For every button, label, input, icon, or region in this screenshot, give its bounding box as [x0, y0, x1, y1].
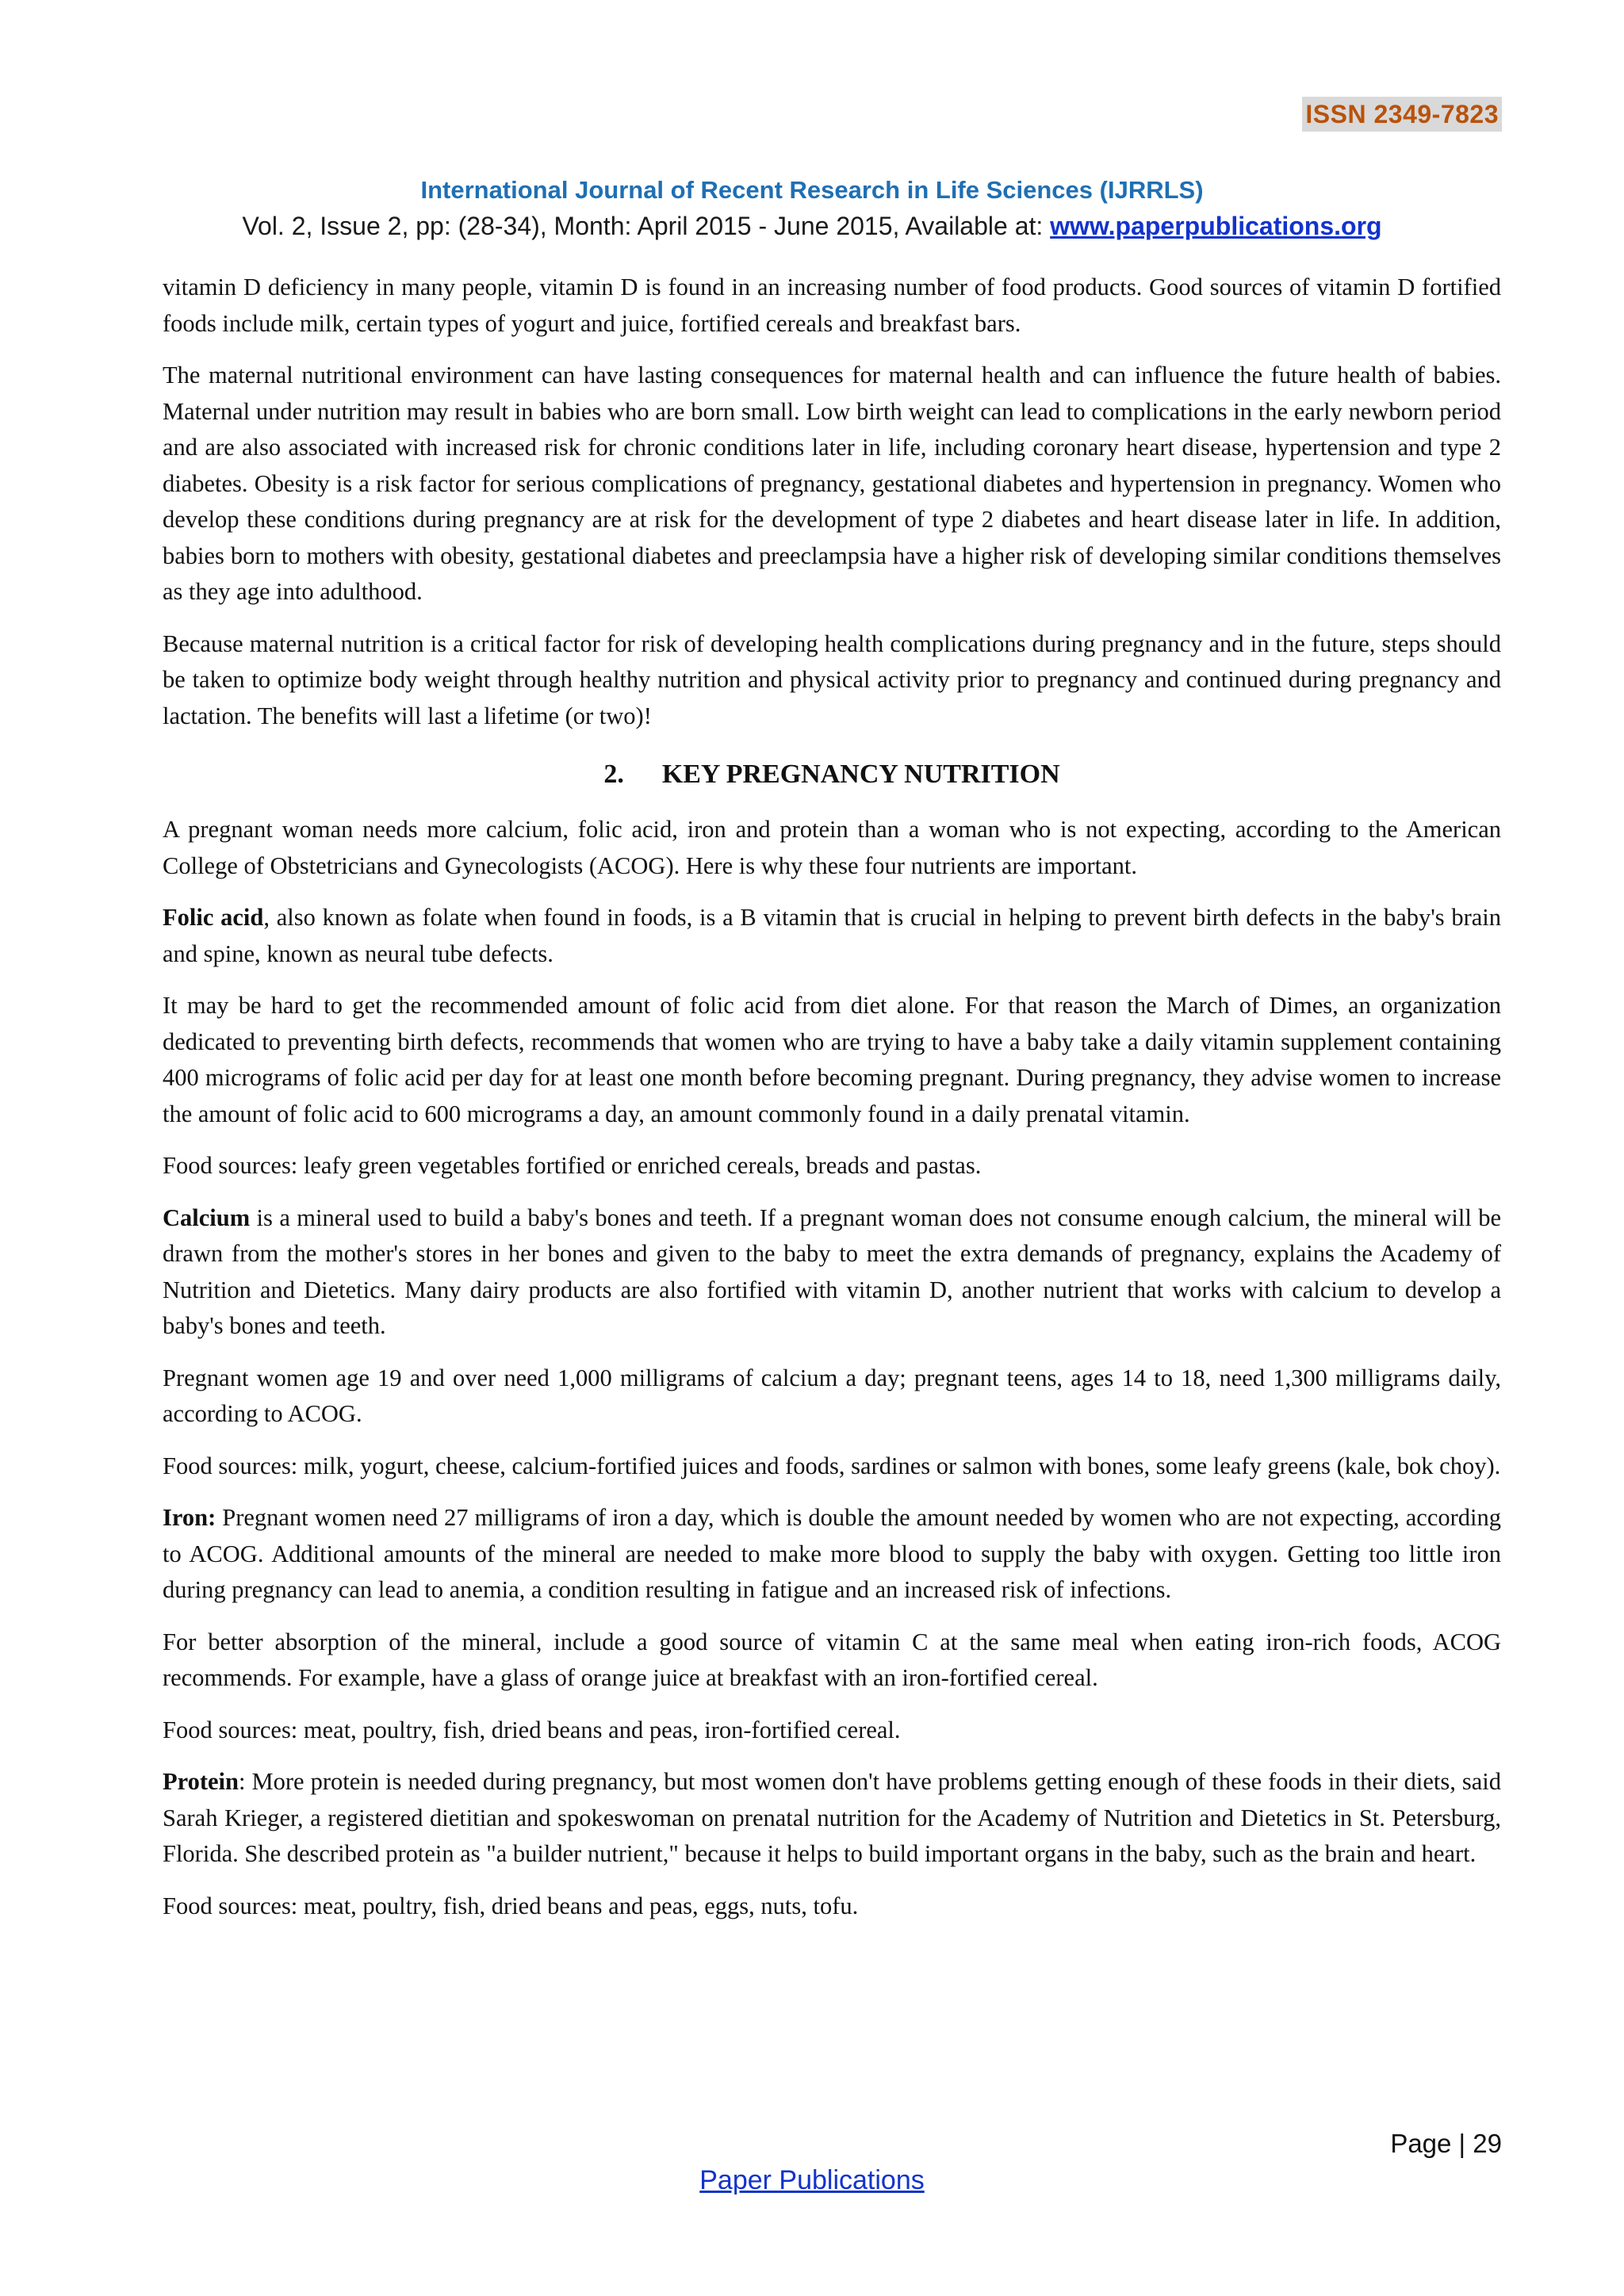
journal-url-link[interactable]: www.paperpublications.org	[1050, 212, 1382, 240]
paragraph-calcium	[163, 1200, 1501, 1345]
paragraph: The maternal nutritional environment can have lasting consequences for maternal health and can influence the future health of babies. Maternal under nutrition may result in babies who are born small. Low birth weight can lead to complications in the early newborn period and are also associated with increased risk for chronic conditions later in life, including coronary heart disease, hypertension and type 2 diabetes. Obesity is a risk factor for serious complications of pregnancy, gestational diabetes and hypertension in pregnancy. Women who develop these conditions during pregnancy are at risk for the development of type 2 diabetes and heart disease later in life. In addition, babies born to mothers with obesity, gestational diabetes and preeclampsia have a higher risk of developing similar conditions themselves as they age into adulthood.	[163, 362, 1501, 605]
journal-meta-text: Vol. 2, Issue 2, pp: (28-34), Month: April 2015 - June 2015, Available at:	[242, 212, 1051, 240]
section-number: 2.	[603, 760, 624, 789]
paragraph: Pregnant women age 19 and over need 1,000 milligrams of calcium a day; pregnant teens, ages 14 to 18, need 1,300 milligrams daily, according to ACOG.	[163, 1364, 1501, 1427]
paragraph-iron	[163, 1500, 1501, 1609]
paragraph: Food sources: meat, poultry, fish, dried beans and peas, iron-fortified cereal.	[163, 1716, 901, 1743]
section-heading	[163, 756, 1501, 793]
paragraph-folic-acid	[163, 900, 1501, 972]
page-number: Page | 29	[1390, 2129, 1502, 2158]
paragraph: Food sources: leafy green vegetables fortified or enriched cereals, breads and pastas.	[163, 1152, 982, 1179]
paragraph: For better absorption of the mineral, include a good source of vitamin C at the same meal when eating iron-rich foods, ACOG recommends. For example, have a glass of orange juice at breakfast with an iron-fortified cereal.	[163, 1628, 1501, 1691]
paragraph-protein	[163, 1764, 1501, 1873]
term-iron: Iron:	[163, 1504, 216, 1531]
issn-badge: ISSN 2349-7823	[1302, 97, 1502, 132]
term-protein: Protein	[163, 1768, 239, 1795]
publisher-link[interactable]: Paper Publications	[699, 2165, 925, 2195]
paragraph-text: is a mineral used to build a baby's bones and teeth. If a pregnant woman does not consume enough calcium, the mineral will be drawn from the mother's stores in her bones and given to the baby to meet the extra demands of pregnancy, explains the Academy of Nutrition and Dietetics. Many dairy products are also fortified with vitamin D, another nutrient that works with calcium to develop a baby's bones and teeth.	[163, 1203, 1501, 1339]
article-body	[163, 270, 1501, 1940]
journal-title: International Journal of Recent Research in Life Sciences (IJRRLS)	[420, 176, 1204, 204]
term-calcium: Calcium	[163, 1203, 251, 1231]
paragraph: Because maternal nutrition is a critical factor for risk of developing health complications during pregnancy and in the future, steps should be taken to optimize body weight through healthy nutrition and physical activity prior to pregnancy and continued during pregnancy and lactation. The benefits will last a lifetime (or two)!	[163, 629, 1501, 729]
paragraph: It may be hard to get the recommended amount of folic acid from diet alone. For that reason the March of Dimes, an organization dedicated to preventing birth defects, recommends that women who are trying to have a baby take a daily vitamin supplement containing 400 micrograms of folic acid per day for at least one month before becoming pregnant. During pregnancy, they advise women to increase the amount of folic acid to 600 micrograms a day, an amount commonly found in a daily prenatal vitamin.	[163, 992, 1501, 1127]
paragraph-text: Pregnant women need 27 milligrams of iron a day, which is double the amount needed by women who are not expecting, according to ACOG. Additional amounts of the mineral are needed to make more blood to supply the baby with oxygen. Getting too little iron during pregnancy can lead to anemia, a condition resulting in fatigue and an increased risk of infections.	[163, 1504, 1501, 1603]
section-title: KEY PREGNANCY NUTRITION	[661, 760, 1060, 789]
paragraph-text: : More protein is needed during pregnancy, but most women don't have problems getting enough of these foods in their diets, said Sarah Krieger, a registered dietitian and spokeswoman on prenatal nutrition for the Academy of Nutrition and Dietetics in St. Petersburg, Florida. She described protein as "a builder nutrient," because it helps to build important organs in the baby, such as the brain and heart.	[163, 1768, 1501, 1867]
term-folic-acid: Folic acid	[163, 904, 264, 931]
paragraph: A pregnant woman needs more calcium, folic acid, iron and protein than a woman who is not expecting, according to the American College of Obstetricians and Gynecologists (ACOG). Here is why these four nutrients are important.	[163, 816, 1501, 879]
journal-header	[0, 173, 1624, 244]
paragraph: Food sources: milk, yogurt, cheese, calcium-fortified juices and foods, sardines or salmon with bones, some leafy greens (kale, bok choy).	[163, 1452, 1501, 1479]
journal-meta	[0, 208, 1624, 244]
paragraph: Food sources: meat, poultry, fish, dried beans and peas, eggs, nuts, tofu.	[163, 1892, 859, 1919]
paragraph-text: , also known as folate when found in foods, is a B vitamin that is crucial in helping to prevent birth defects in the baby's brain and spine, known as neural tube defects.	[163, 904, 1502, 967]
paragraph: vitamin D deficiency in many people, vitamin D is found in an increasing number of food products. Good sources of vitamin D fortified foods include milk, certain types of yogurt and juice, fortified cereals and breakfast bars.	[163, 274, 1501, 337]
